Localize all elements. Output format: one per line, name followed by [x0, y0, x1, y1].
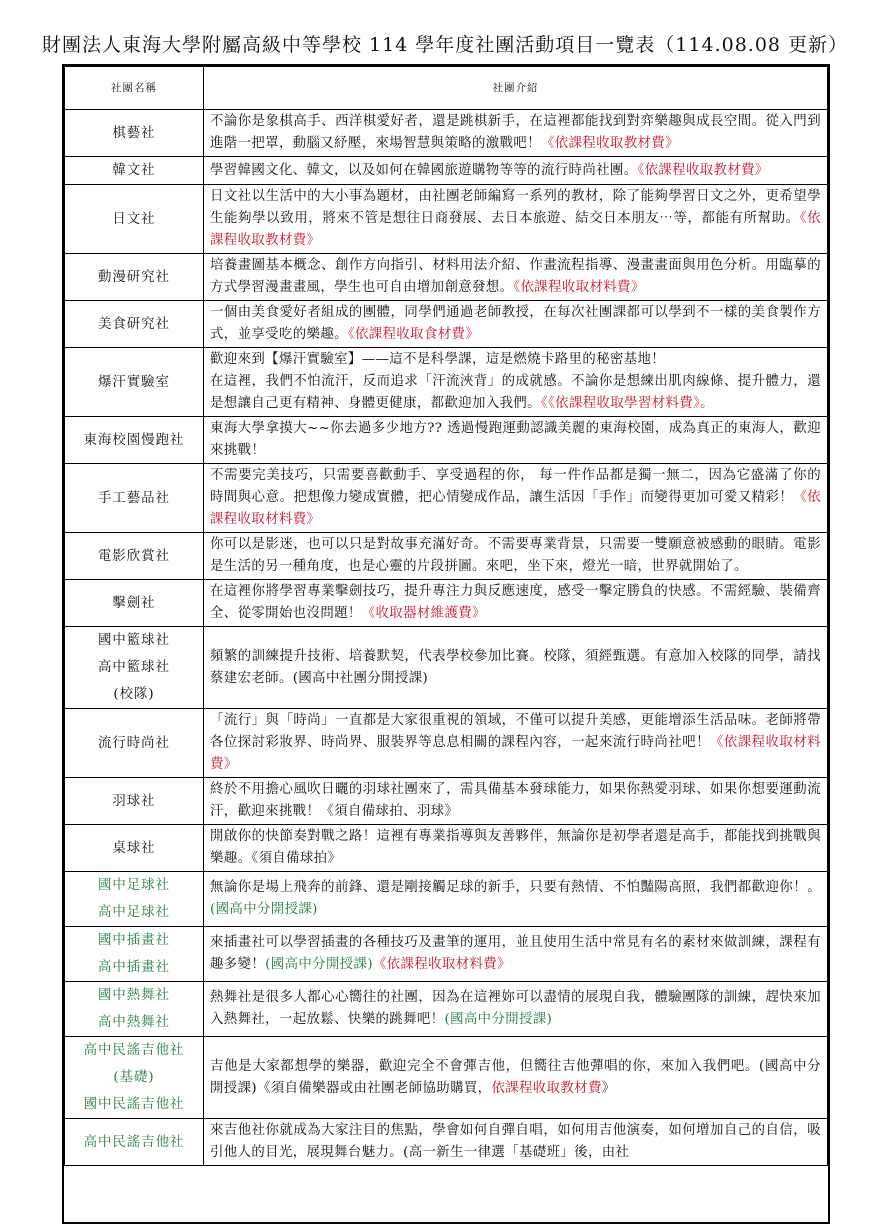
table-row [65, 1037, 828, 1119]
club-name-cell [65, 1119, 204, 1166]
class-note: (國高中分開授課) [444, 1012, 553, 1027]
club-name: 高中插畫社 [98, 960, 170, 975]
fee-note: 《依課程收取教材費》 [637, 162, 769, 178]
club-name-cell [65, 778, 204, 825]
club-intro-text: 一個由美食愛好者組成的團體，同學們通過老師教授，在每次社團課都可以學到不一樣的美食製作方式，並享受吃的樂趣。 [210, 305, 821, 342]
club-intro-text: 日文社以生活中的大小事為題材，由社團老師編寫一系列的教材，除了能夠學習日文之外，更希望學生能夠學以致用，將來不管是想往日商發展、去日本旅遊、結交日本朋友⋯等，都能有所幫助。 [210, 189, 821, 226]
fee-note: 《依課程收取材料費》 [210, 490, 821, 527]
fee-note: 《依課程收取教材費》 [540, 136, 679, 151]
club-intro-cell [204, 778, 828, 825]
club-intro-cell [204, 580, 828, 627]
club-name: 棋藝社 [112, 125, 156, 141]
club-intro-cell [204, 110, 828, 157]
club-intro-text: 你可以是影迷，也可以只是對故事充滿好奇。不需要專業背景，只需要一雙願意被感動的眼睛。電影是生活的另一種角度，也是心靈的片段拼圖。來吧，坐下來，燈光一暗，世界就開始了。 [210, 537, 821, 574]
club-name: 高中民謠吉他社 [83, 1043, 185, 1058]
club-name-cell [65, 580, 204, 627]
table-row [65, 825, 828, 872]
club-name: 國中足球社 [98, 878, 170, 893]
fee-note: 《依課程收取材料費》 [513, 280, 645, 295]
club-intro-text: 東海大學拿摸大~~你去過多少地方?? 透過慢跑運動認識美麗的東海校園，成為真正的東海人，歡迎來挑戰！ [210, 421, 821, 458]
table-row [65, 580, 828, 627]
club-name: (基礎) [113, 1070, 155, 1085]
club-name: 高中熱舞社 [98, 1015, 170, 1030]
table-row [65, 778, 828, 825]
club-name-cell [65, 254, 204, 301]
club-intro-text: 來插畫社可以學習插畫的各種技巧及畫筆的運用，並且使用生活中常見有名的素材來做訓練，課程有趣多變！ [210, 935, 821, 972]
club-intro-cell [204, 301, 828, 348]
club-intro-text: 「流行」與「時尚」一直都是大家很重視的領域，不僅可以提升美感，更能增添生活品味。老師將帶各位探討彩妝界、時尚界、服裝界等息息相關的課程內容，一起來流行時尚社吧！ [210, 713, 821, 750]
table-row [65, 157, 828, 185]
club-name: 高中籃球社 [98, 660, 170, 675]
club-intro-text: 歡迎來到【爆汗實驗室】——這不是科學課，這是燃燒卡路里的秘密基地！ [210, 352, 666, 367]
club-name: 桌球社 [112, 840, 156, 856]
club-intro-text: 熱舞社是很多人都心心嚮往的社團，因為在這裡妳可以盡情的展現自我，體驗團隊的訓練，趕快來加入熱舞社，一起放鬆、快樂的跳舞吧！ [210, 990, 821, 1027]
club-name-cell [65, 417, 204, 464]
table-row [65, 872, 828, 927]
fee-note: 依課程收取教材費 [491, 1080, 602, 1096]
club-name: 高中民謠吉他社 [83, 1134, 185, 1150]
club-intro-cell [204, 1119, 828, 1166]
club-intro-text: 無論你是場上飛奔的前鋒、還是剛接觸足球的新手，只要有熱情、不怕豔陽高照，我們都歡迎你！。 [210, 880, 821, 895]
club-intro-cell [204, 533, 828, 580]
club-name-cell [65, 709, 204, 778]
club-intro-cell [204, 1037, 828, 1119]
club-intro-text: 開啟你的快節奏對戰之路！這裡有專業指導與友善夥伴，無論你是初學者還是高手，都能找到挑戰與樂趣。《須自備球拍》 [210, 829, 821, 866]
club-name: 手工藝品社 [98, 490, 170, 506]
table-row [65, 709, 828, 778]
club-name-cell [65, 301, 204, 348]
club-name: 國中熱舞社 [98, 988, 170, 1003]
club-name: 流行時尚社 [98, 735, 170, 751]
club-intro-cell [204, 982, 828, 1037]
club-intro-cell [204, 185, 828, 254]
class-note: (國高中分開授課) [265, 957, 373, 972]
club-name: 國中籃球社 [98, 633, 170, 648]
club-name-cell [65, 157, 204, 185]
club-name: 國中民謠吉他社 [83, 1097, 185, 1112]
club-name: 擊劍社 [112, 595, 156, 611]
club-intro-text: 學習韓國文化、韓文，以及如何在韓國旅遊購物等等的流行時尚社團。 [210, 162, 638, 178]
club-name-cell [65, 185, 204, 254]
club-name-cell [65, 533, 204, 580]
club-name-cell [65, 982, 204, 1037]
fee-note: 《《依課程收取學習材料費》。 [540, 396, 714, 411]
club-intro-text: 不需要完美技巧，只需要喜歡動手、享受過程的你， 每一件作品都是獨一無二，因為它盛滿了你的時間與心意。把想像力變成實體，把心情變成作品，讓生活因「手作」而變得更加可愛又精彩！ [210, 468, 821, 505]
document-title: 財團法人東海大學附屬高級中等學校 114 學年度社團活動項目一覽表（114.08.08 更新） [41, 34, 849, 56]
club-intro-cell [204, 709, 828, 778]
club-intro-text: 在這裡你將學習專業擊劍技巧，提升專注力與反應速度，感受一擊定勝負的快感。不需經驗、裝備齊全、從零開始也沒問題！ [210, 584, 821, 621]
fee-note: 《收取器材維護費》 [361, 606, 486, 621]
club-name: 韓文社 [112, 163, 156, 178]
table-row [65, 1119, 828, 1166]
club-name-cell [65, 464, 204, 533]
club-name-cell [65, 872, 204, 927]
class-note: (國高中分開授課) [210, 902, 318, 917]
club-name: 美食研究社 [98, 316, 170, 332]
club-name-cell [65, 348, 204, 417]
table-row [65, 927, 828, 982]
table-row [65, 464, 828, 533]
club-intro-cell [204, 417, 828, 464]
club-name-cell [65, 1037, 204, 1119]
table-row [65, 254, 828, 301]
club-intro-cell [204, 627, 828, 709]
club-name: 高中足球社 [98, 905, 170, 920]
fee-note: 《依課程收取材料費》 [372, 957, 511, 972]
clubs-table-body [65, 67, 828, 1166]
table-row [65, 627, 828, 709]
club-intro-cell [204, 157, 828, 185]
table-row [65, 301, 828, 348]
table-row [65, 533, 828, 580]
club-name: 羽球社 [112, 793, 156, 809]
club-intro-text: 頻繁的訓練提升技術、培養默契，代表學校參加比賽。校隊，須經甄選。有意加入校隊的同學，請找蔡建宏老師。(國高中社團分開授課) [210, 648, 821, 686]
table-header-row [65, 67, 828, 110]
club-intro-text: 在這裡，我們不怕流汗，反而追求「汗流浹背」的成就感。不論你是想練出肌肉線條、提升體力，還是想讓自己更有精神、身體更健康，都歡迎加入我們。 [210, 374, 821, 411]
club-name-cell [65, 825, 204, 872]
club-name: 國中插畫社 [98, 933, 170, 948]
club-intro-cell [204, 825, 828, 872]
club-intro-text: 不論你是象棋高手、西洋棋愛好者，還是跳棋新手，在這裡都能找到對弈樂趣與成長空間。從入門到進階一把罩，動腦又紓壓，來場智慧與策略的激戰吧！ [210, 114, 821, 151]
club-name: 電影欣賞社 [98, 548, 170, 564]
fee-note: 《依課程收取教材費》 [210, 211, 821, 248]
header-club-intro: 社團介紹 [204, 67, 828, 110]
club-intro-text: 終於不用擔心風吹日曬的羽球社團來了，需具備基本發球能力，如果你熱愛羽球、如果你想要運動流汗，歡迎來挑戰！《須自備球拍、羽球》 [210, 782, 821, 819]
club-intro-cell [204, 464, 828, 533]
table-row [65, 982, 828, 1037]
club-name: 爆汗實驗室 [98, 374, 170, 390]
table-row [65, 417, 828, 464]
clubs-table [64, 66, 828, 1166]
table-row [65, 110, 828, 157]
club-name-cell [65, 110, 204, 157]
club-intro-text: 》 [601, 1080, 616, 1096]
club-name-cell [65, 927, 204, 982]
club-intro-cell [204, 348, 828, 417]
club-intro-cell [204, 254, 828, 301]
club-intro-cell [204, 927, 828, 982]
club-name: 動漫研究社 [98, 269, 170, 285]
club-intro-cell [204, 872, 828, 927]
club-name-cell [65, 627, 204, 709]
clubs-table-frame [62, 64, 830, 1224]
club-name: 日文社 [112, 211, 156, 227]
club-intro-text: 來吉他社你就成為大家注目的焦點，學會如何自彈自唱，如何用吉他演奏，如何增加自己的自信，吸引他人的目光，展現舞台魅力。(高一新生一律選「基礎班」後，由社 [210, 1123, 821, 1160]
club-intro-text: 培養畫圖基本概念、創作方向指引、材料用法介紹、作畫流程指導、漫畫畫面與用色分析。用臨摹的方式學習漫畫畫風，學生也可自由增加創意發想。 [210, 258, 821, 295]
header-club-name: 社團名稱 [65, 67, 204, 110]
table-row [65, 348, 828, 417]
club-name: 東海校園慢跑社 [83, 432, 185, 448]
club-intro-text: 吉他是大家都想學的樂器，歡迎完全不會彈吉他，但嚮往吉他彈唱的你，來加入我們吧。(國高中分開授課)《須自備樂器或由社團老師協助購買， [210, 1058, 821, 1096]
club-name: (校隊) [113, 687, 155, 702]
fee-note: 《依課程收取食材費》 [347, 327, 480, 342]
fee-note: 《依課程收取材料費》 [210, 735, 821, 772]
table-row [65, 185, 828, 254]
